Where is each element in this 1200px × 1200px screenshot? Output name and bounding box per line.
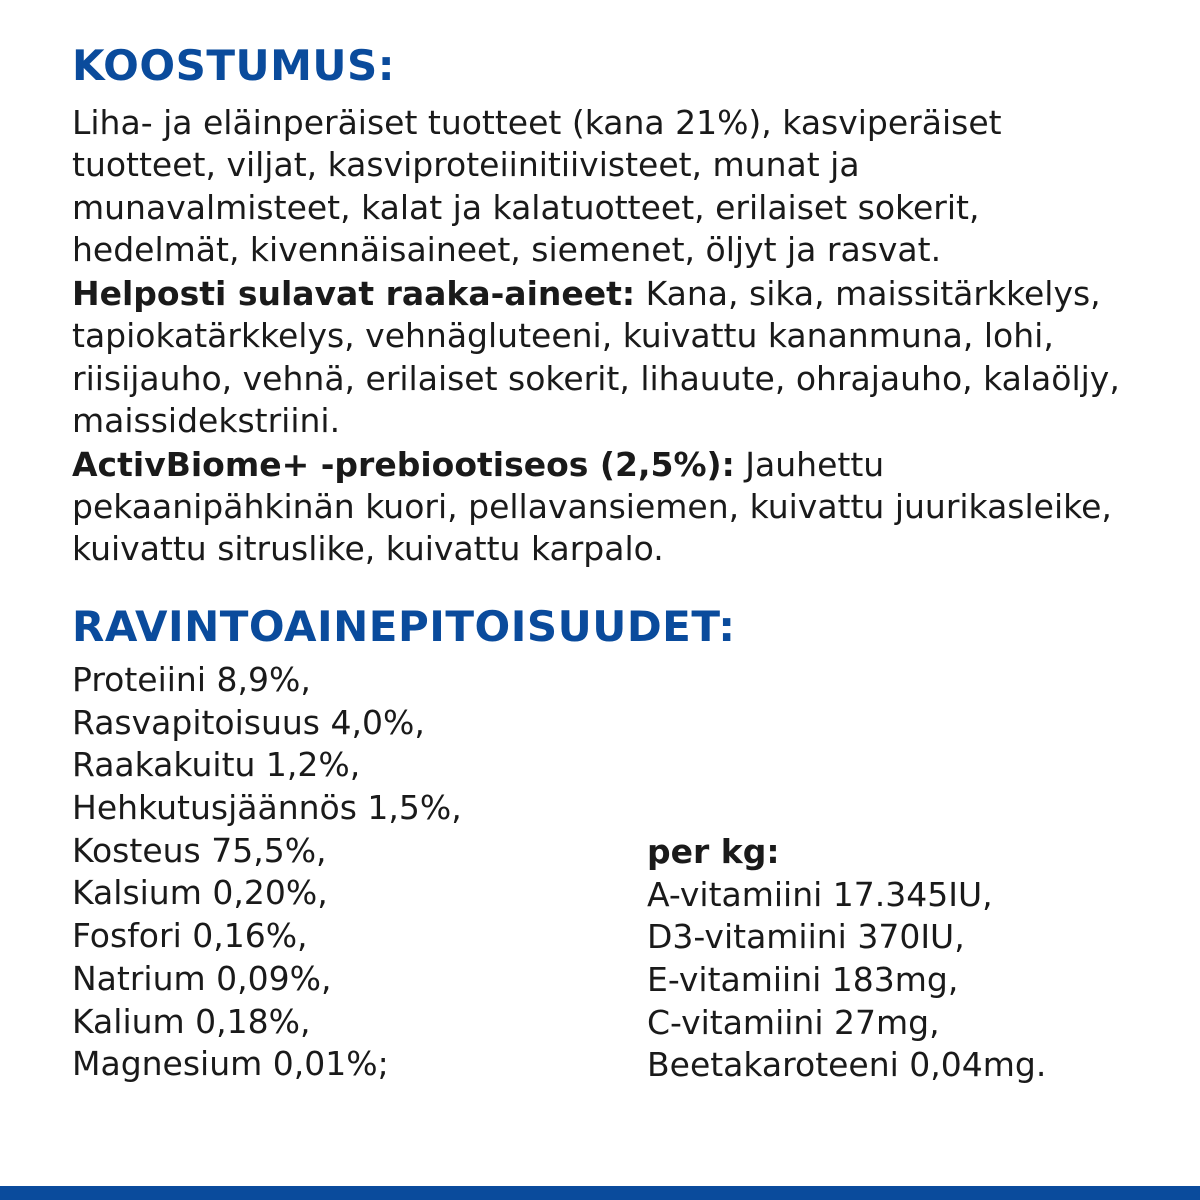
bottom-accent-bar	[0, 1186, 1200, 1200]
composition-paragraph	[72, 444, 1138, 571]
nutrition-title: RAVINTOAINEPITOISUUDET:	[72, 601, 736, 651]
nutrition-item: E-vitamiini 183mg,	[647, 959, 959, 999]
nutrition-item: Fosfori 0,16%,	[72, 916, 308, 956]
nutrition-item: Hehkutusjäännös 1,5%,	[72, 787, 462, 827]
nutrition-left-column	[72, 659, 647, 1086]
composition-paragraph-text: Jauhettu pekaanipähkinän kuori, pellavansiemen, kuivattu juurikasleike, kuivattu sitruslike, kuivattu karpalo.	[72, 444, 1112, 569]
nutrition-item: Kalsium 0,20%,	[72, 873, 328, 913]
nutrition-item: Proteiini 8,9%,	[72, 659, 311, 699]
composition-title: KOOSTUMUS:	[72, 41, 396, 90]
composition-paragraph-lead: ActivBiome+ -prebiootiseos (2,5%):	[72, 444, 735, 484]
nutrition-item: Magnesium 0,01%;	[72, 1044, 389, 1084]
nutrition-item: Rasvapitoisuus 4,0%,	[72, 702, 425, 742]
composition-paragraph-lead: Helposti sulavat raaka-aineet:	[72, 274, 636, 314]
per-kg-heading: per kg:	[647, 831, 780, 871]
nutrition-columns	[72, 659, 1138, 1087]
composition-paragraph	[72, 102, 1138, 271]
nutrition-item: D3-vitamiini 370IU,	[647, 917, 965, 957]
composition-paragraph	[72, 273, 1138, 442]
nutrition-item: Kosteus 75,5%,	[72, 830, 327, 870]
composition-paragraph-text: Kana, sika, maissitärkkelys, tapiokatärkkelys, vehnägluteeni, kuivattu kananmuna, lohi, riisijauho, vehnä, erilaiset sokerit, lihauute, ohrajauho, kalaöljy, maissidekstriini.	[72, 274, 1120, 440]
composition-paragraph-text: Liha- ja eläinperäiset tuotteet (kana 21%), kasviperäiset tuotteet, viljat, kasviproteiinitiivisteet, munat ja munavalmisteet, kalat ja kalatuotteet, erilaiset sokerit, hedelmät, kivennäisaineet, siemenet, öljyt ja rasvat.	[72, 103, 1002, 269]
nutrition-right-column	[647, 659, 1138, 1087]
nutrition-item: Raakakuitu 1,2%,	[72, 745, 361, 785]
nutrition-item: Natrium 0,09%,	[72, 958, 332, 998]
nutrition-item: Beetakaroteeni 0,04mg.	[647, 1045, 1047, 1085]
nutrition-item: C-vitamiini 27mg,	[647, 1002, 940, 1042]
nutrition-item: Kalium 0,18%,	[72, 1001, 311, 1041]
nutrition-item: A-vitamiini 17.345IU,	[647, 874, 993, 914]
